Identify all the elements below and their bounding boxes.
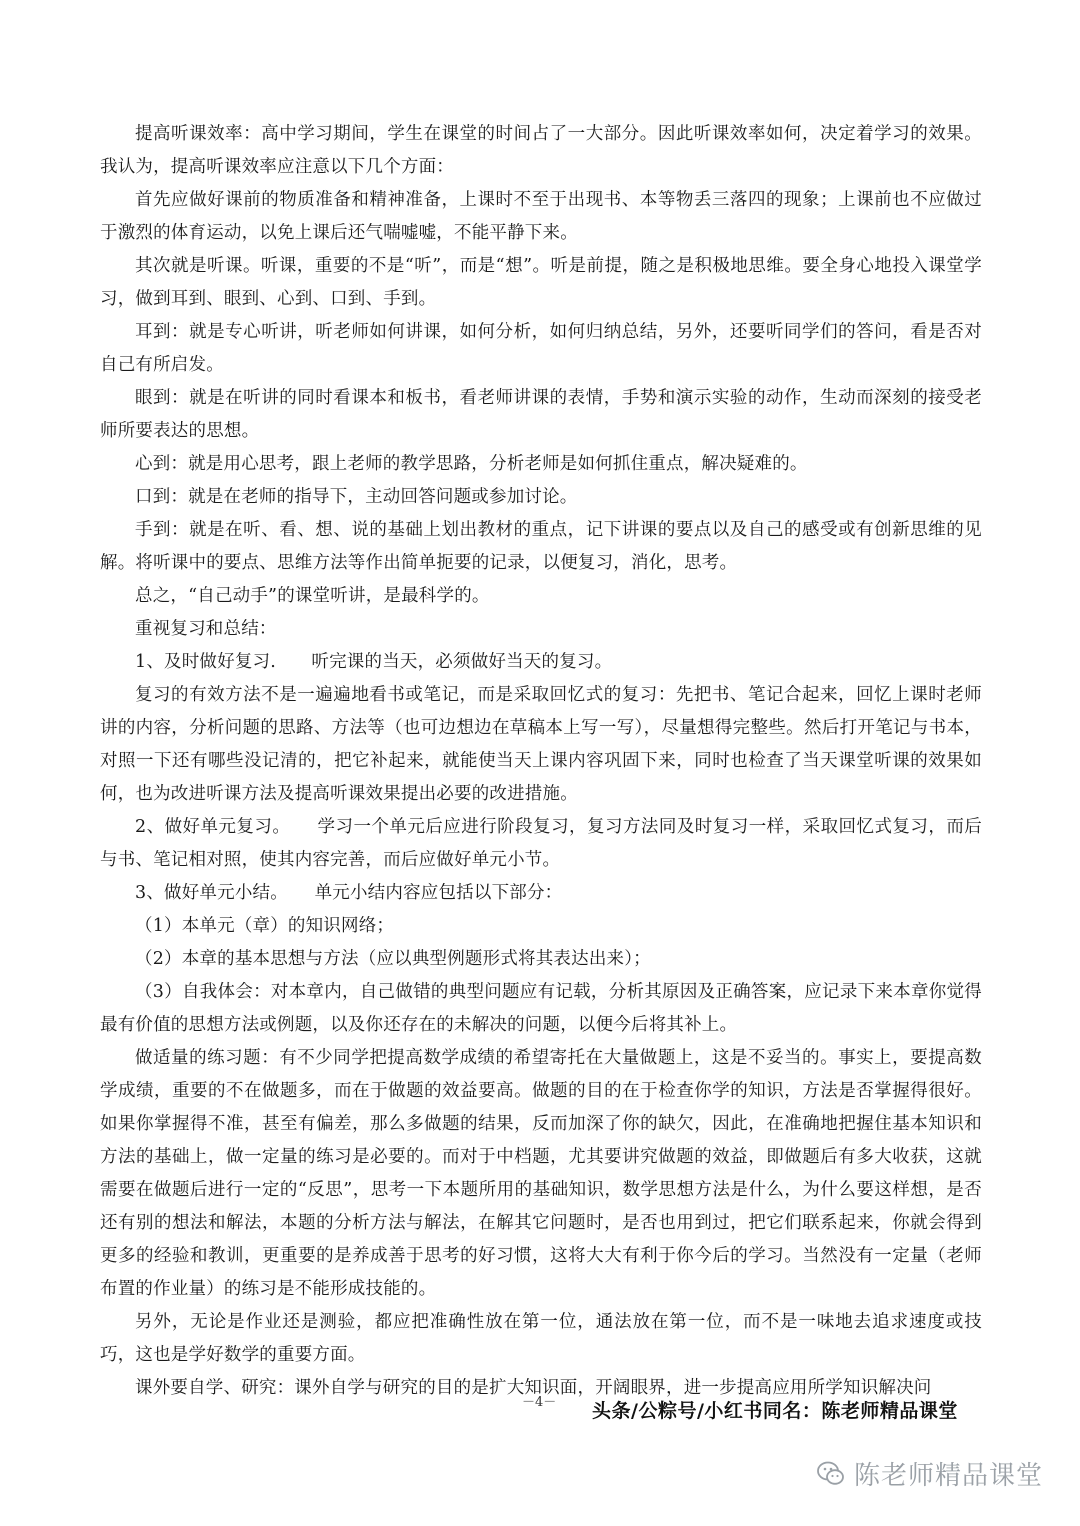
list-item: （1）本单元（章）的知识网络；: [135, 916, 395, 936]
list-item: （2）本章的基本思想与方法（应以典型例题形式将其表达出来）；: [135, 949, 651, 969]
paragraph: 口到：就是在老师的指导下，主动回答问题或参加讨论。: [135, 487, 578, 507]
paragraph: 1、及时做好复习. 听完课的当天，必须做好当天的复习。: [135, 652, 613, 672]
footer-brand-text: 头条/公粽号/小红书同名：陈老师精品课堂: [592, 1400, 958, 1422]
watermark: [816, 1455, 1043, 1492]
paragraph: 总之，“自己动手”的课堂听讲，是最科学的。: [135, 586, 490, 606]
wechat-icon: [816, 1459, 846, 1489]
paragraph: 3、做好单元小结。 单元小结内容应包括以下部分：: [135, 883, 563, 903]
paragraph: 做适量的练习题：有不少同学把提高数学成绩的希望寄托在大量做题上，这是不妥当的。事实上，要提高数学成绩，重要的不在做题多，而在于做题的效益要高。做题的目的在于检查你学的知识，方法是否掌握得很好。如果你掌握得不准，甚至有偏差，那么多做题的结果，反而加深了你的缺欠，因此，在准确地把握住基本知识和方法的基础上，做一定量的练习是必要的。而对于中档题，尤其要讲究做题的效益，即做题后有多大收获，这就需要在做题后进行一定的“反思”，思考一下本题所用的基础知识，数学思想方法是什么，为什么要这样想，是否还有别的想法和解法，本题的分析方法与解法，在解其它问题时，是否也用到过，把它们联系起来，你就会得到更多的经验和教训，更重要的是养成善于思考的好习惯，这将大大有利于你今后的学习。当然没有一定量（老师布置的作业量）的练习是不能形成技能的。: [100, 1048, 982, 1299]
paragraph: 提高听课效率：高中学习期间，学生在课堂的时间占了一大部分。因此听课效率如何，决定着学习的效果。我认为，提高听课效率应注意以下几个方面：: [100, 124, 982, 177]
page-number: －4－: [522, 1395, 557, 1410]
watermark-text: 陈老师精品课堂: [854, 1461, 1044, 1491]
paragraph: 心到：就是用心思考，跟上老师的教学思路，分析老师是如何抓住重点，解决疑难的。: [135, 454, 808, 474]
paragraph: 手到：就是在听、看、想、说的基础上划出教材的重点，记下讲课的要点以及自己的感受或有创新思维的见解。将听课中的要点、思维方法等作出简单扼要的记录，以便复习，消化，思考。: [100, 520, 982, 573]
document-body: [100, 118, 982, 1405]
paragraph: 眼到：就是在听讲的同时看课本和板书，看老师讲课的表情，手势和演示实验的动作，生动而深刻的接受老师所要表达的思想。: [100, 388, 982, 441]
paragraph: 复习的有效方法不是一遍遍地看书或笔记，而是采取回忆式的复习：先把书、笔记合起来，回忆上课时老师讲的内容，分析问题的思路、方法等（也可边想边在草稿本上写一写），尽量想得完整些。然后打开笔记与书本，对照一下还有哪些没记清的，把它补起来，就能使当天上课内容巩固下来，同时也检查了当天课堂听课的效果如何，也为改进听课方法及提高听课效果提出必要的改进措施。: [100, 685, 982, 804]
paragraph: 课外要自学、研究：课外自学与研究的目的是扩大知识面，开阔眼界，进一步提高应用所学知识解决问: [135, 1378, 932, 1398]
list-item: （3）自我体会：对本章内，自己做错的典型问题应有记载，分析其原因及正确答案，应记录下来本章你觉得最有价值的思想方法或例题，以及你还存在的未解决的问题，以便今后将其补上。: [100, 982, 982, 1035]
section-heading: 重视复习和总结：: [135, 619, 277, 639]
paragraph: 2、做好单元复习。 学习一个单元后应进行阶段复习，复习方法同及时复习一样，采取回忆式复习，而后与书、笔记相对照，使其内容完善，而后应做好单元小节。: [100, 817, 982, 870]
paragraph: 首先应做好课前的物质准备和精神准备，上课时不至于出现书、本等物丢三落四的现象；上课前也不应做过于激烈的体育运动，以免上课后还气喘嘘嘘，不能平静下来。: [100, 190, 982, 243]
paragraph: 其次就是听课。听课，重要的不是“听”，而是“想”。听是前提，随之是积极地思维。要全身心地投入课堂学习，做到耳到、眼到、心到、口到、手到。: [100, 256, 982, 309]
paragraph: 耳到：就是专心听讲，听老师如何讲课，如何分析，如何归纳总结，另外，还要听同学们的答问，看是否对自己有所启发。: [100, 322, 982, 375]
paragraph: 另外，无论是作业还是测验，都应把准确性放在第一位，通法放在第一位，而不是一味地去追求速度或技巧，这也是学好数学的重要方面。: [100, 1312, 982, 1365]
